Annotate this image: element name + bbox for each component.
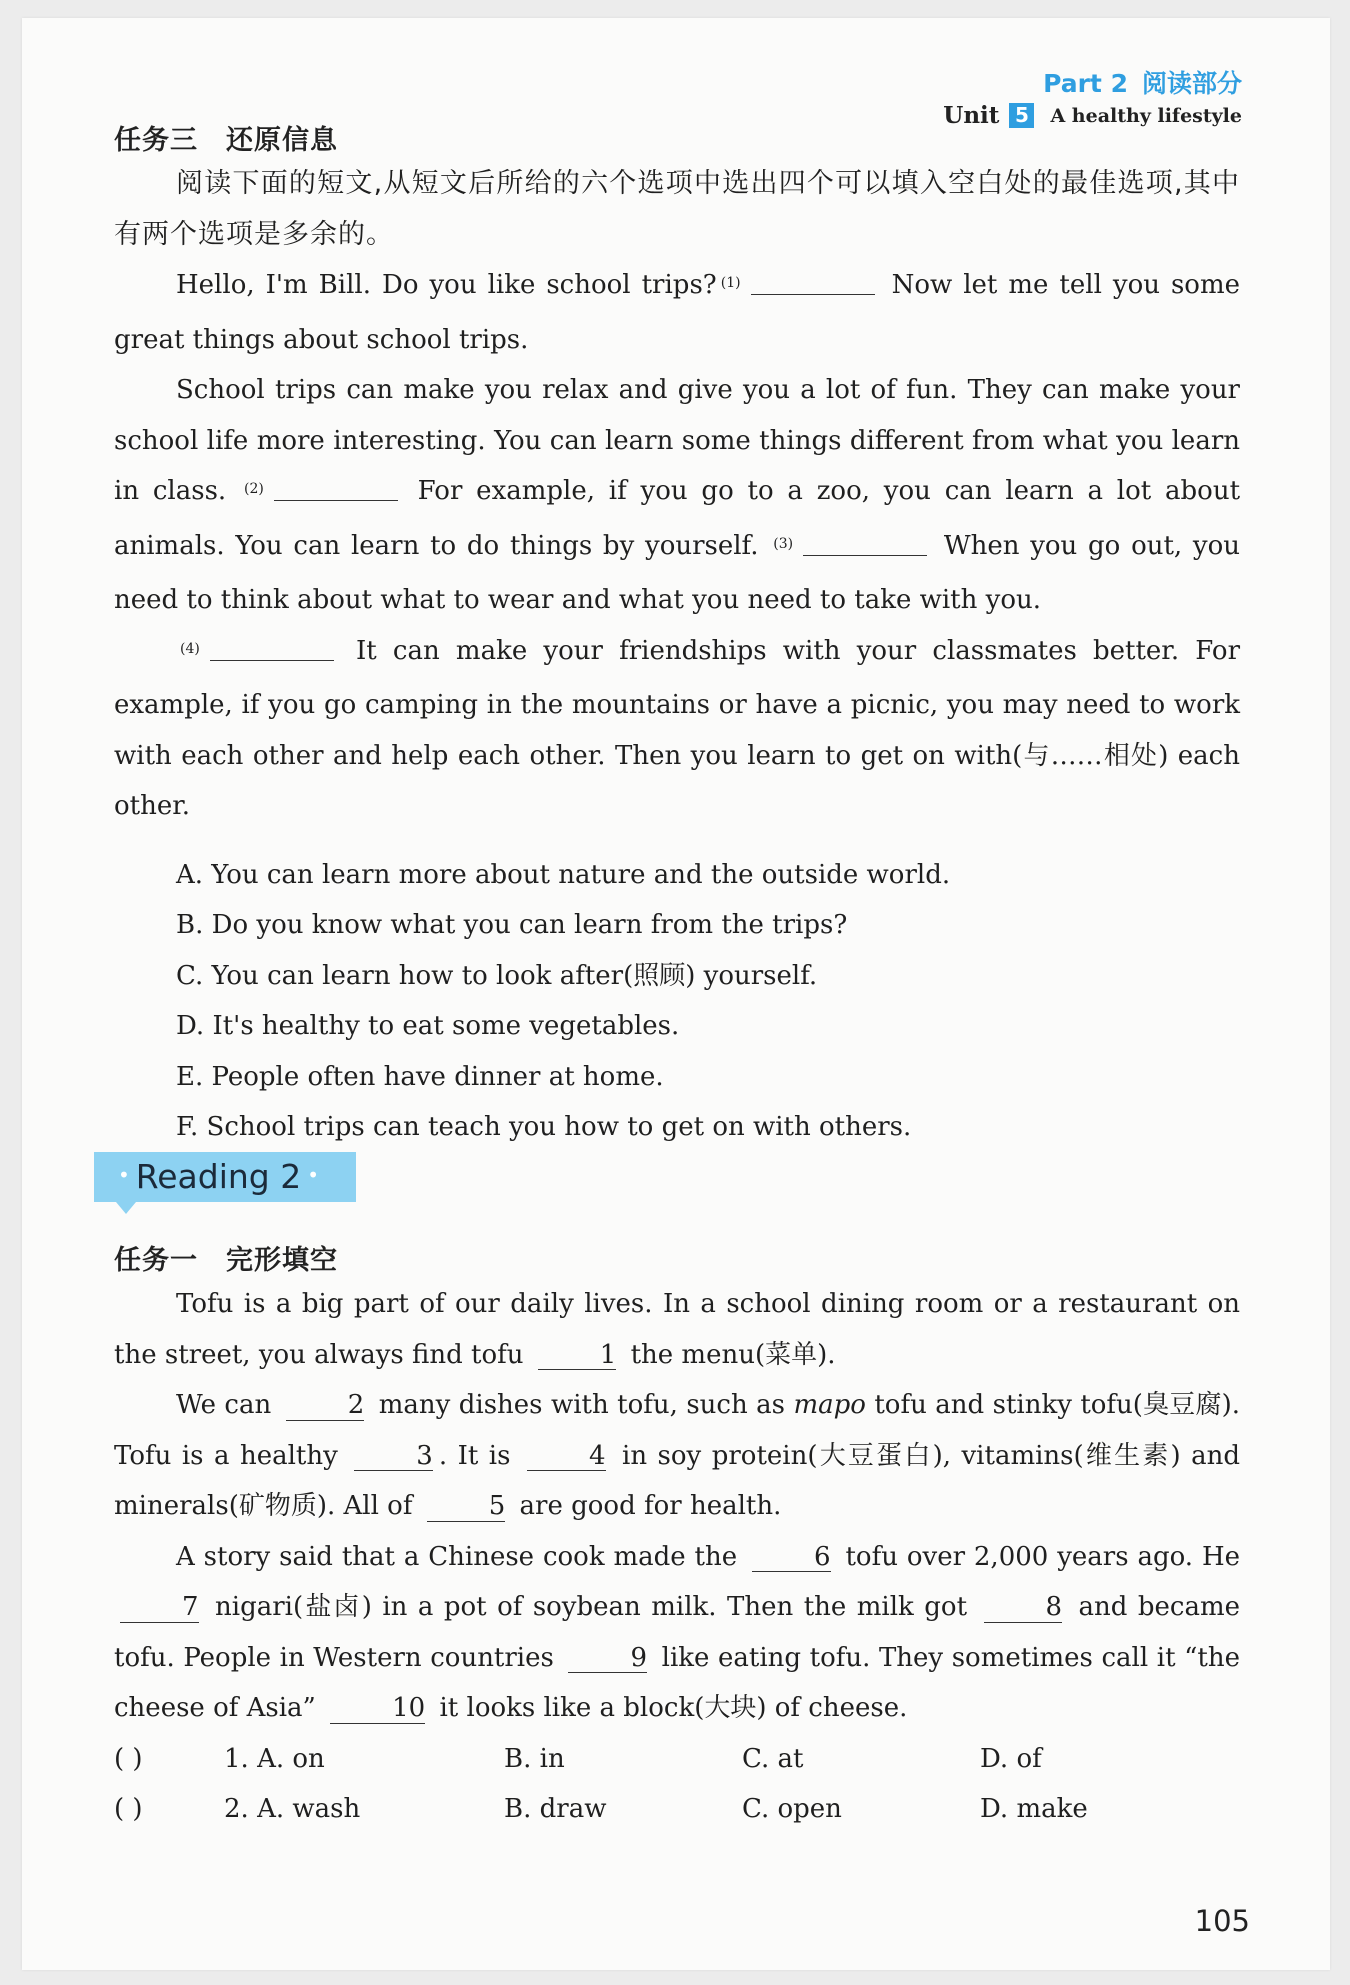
option-f: F. School trips can teach you how to get on with others. [176, 1112, 912, 1142]
unit-label: Unit [943, 102, 1000, 129]
p3-text: It can make your friendships with your classmates better. For example, if you go camping in the mountains or have a picnic, you may need to work with each other and help each other. Then you learn to get on with(与……相处) each other. [114, 635, 1241, 821]
question-row-2 [114, 1784, 1240, 1835]
reading-2-label: Reading 2 [135, 1157, 302, 1196]
answer-paren-1[interactable]: ( ) [114, 1743, 143, 1774]
task1-title-a: 任务一 [114, 1245, 198, 1276]
cloze-blank-10[interactable]: 10 [330, 1694, 425, 1724]
task3-instructions: 阅读下面的短文,从短文后所给的六个选项中选出四个可以填入空白处的最佳选项,其中有两个选项是多余的。 [114, 168, 1240, 250]
part-cn-label: 阅读部分 [1141, 69, 1242, 98]
cloze-blank-4[interactable]: 4 [527, 1442, 606, 1472]
cloze-paragraph-3 [114, 1532, 1240, 1734]
page-number: 105 [1194, 1904, 1250, 1938]
banner-tail [116, 1202, 136, 1214]
page [22, 18, 1330, 1970]
blank-1[interactable] [751, 268, 875, 295]
option-e: E. People often have dinner at home. [176, 1061, 664, 1092]
cloze-p2-mapo: mapo [793, 1390, 866, 1420]
cloze-blank-6[interactable]: 6 [752, 1543, 831, 1573]
blank-marker-1: (1) [720, 275, 741, 291]
question-row-1 [114, 1734, 1240, 1785]
cloze-p1-text-a: Tofu is a big part of our daily lives. In a school dining room or a restaurant on the street, you always find tofu [114, 1289, 1240, 1370]
cloze-blank-1[interactable]: 1 [538, 1341, 617, 1371]
cloze-p2-text-c: tofu and stinky tofu(臭豆腐). Tofu is a healthy [114, 1390, 1241, 1471]
task3-paragraph-1 [114, 260, 1240, 365]
task1-title-b: 完形填空 [226, 1245, 338, 1276]
blank-4[interactable] [210, 634, 334, 661]
option-d: D. It's healthy to eat some vegetables. [176, 1011, 680, 1041]
q2-option-a: 2. A. wash [224, 1794, 361, 1824]
q1-option-c: C. at [742, 1743, 804, 1774]
blank-marker-3: (3) [773, 535, 794, 552]
cloze-paragraph-1 [114, 1279, 1240, 1380]
reading2-section [114, 1238, 1240, 1835]
task3-title [114, 118, 1240, 157]
cloze-blank-8[interactable]: 8 [984, 1593, 1063, 1623]
part-label: Part 2 [1043, 69, 1128, 98]
cloze-p2-text-a: We can [176, 1390, 272, 1420]
cloze-p3-text-d: and became tofu. People in Western countries [114, 1592, 1241, 1673]
blank-2[interactable] [274, 474, 398, 501]
p1-text-a: Hello, I'm Bill. Do you like school trips? [176, 270, 717, 300]
cloze-p2-text-f: are good for health. [519, 1491, 782, 1521]
q2-option-b: B. draw [504, 1794, 607, 1824]
cloze-p1-text-b: the menu(菜单). [630, 1339, 836, 1370]
p2-text-b: For example, if you go to a zoo, you can learn a lot about animals. You can learn to do things by yourself. [114, 476, 1241, 561]
cloze-p3-text-c: nigari(盐卤) in a pot of soybean milk. Then the milk got [215, 1592, 968, 1622]
blank-marker-4: (4) [180, 640, 200, 657]
part-header [1043, 64, 1242, 100]
cloze-p3-text-b: tofu over 2,000 years ago. He [845, 1541, 1241, 1572]
q2-option-d: D. make [980, 1794, 1088, 1824]
unit-title: A healthy lifestyle [1050, 104, 1242, 127]
option-c: C. You can learn how to look after(照顾) yourself. [176, 960, 818, 991]
answer-paren-2[interactable]: ( ) [114, 1794, 143, 1824]
cloze-p3-text-f: it looks like a block(大块) of cheese. [439, 1693, 908, 1723]
options-list [114, 850, 1240, 1153]
task3-title-a: 任务三 [114, 125, 198, 156]
cloze-p2-text-b: many dishes with tofu, such as [378, 1390, 785, 1420]
cloze-p3-text-e: like eating tofu. They sometimes call it “the cheese of Asia” [114, 1642, 1241, 1723]
p2-text-c: When you go out, you need to think about what to wear and what you need to take with you. [114, 530, 1241, 615]
cloze-blank-2[interactable]: 2 [286, 1391, 365, 1421]
unit-number-badge: 5 [1009, 103, 1034, 128]
reading-2-banner: • Reading 2 • [94, 1152, 356, 1202]
q2-option-c: C. open [742, 1794, 842, 1824]
cloze-paragraph-2 [114, 1380, 1240, 1532]
task1-title [114, 1238, 1240, 1277]
q1-option-d: D. of [980, 1743, 1042, 1774]
blank-marker-2: (2) [244, 481, 264, 497]
cloze-blank-9[interactable]: 9 [568, 1644, 647, 1674]
task3-paragraph-2 [114, 365, 1240, 626]
p2-text-a: School trips can make you relax and give you a lot of fun. They can make your school life more interesting. You can learn some things different from what you learn in class. [114, 375, 1240, 506]
q1-option-b: B. in [504, 1743, 565, 1774]
blank-3[interactable] [803, 529, 927, 556]
task3-title-b: 还原信息 [226, 125, 338, 156]
cloze-p2-text-e: in soy protein(大豆蛋白), vitamins(维生素) and minerals(矿物质). All of [114, 1440, 1241, 1521]
q1-option-a: 1. A. on [224, 1743, 325, 1774]
option-b: B. Do you know what you can learn from the trips? [176, 910, 848, 940]
cloze-p3-text-a: A story said that a Chinese cook made the [176, 1541, 738, 1572]
cloze-blank-3[interactable]: 3 [354, 1442, 433, 1472]
cloze-blank-7[interactable]: 7 [120, 1593, 199, 1623]
option-a: A. You can learn more about nature and the outside world. [176, 859, 951, 890]
task3-section [114, 118, 1240, 1153]
task3-paragraph-3 [114, 626, 1240, 832]
cloze-p2-text-d: . It is [438, 1440, 511, 1471]
p1-text-b: Now let me tell you some great things about school trips. [114, 270, 1241, 355]
cloze-blank-5[interactable]: 5 [427, 1492, 506, 1522]
